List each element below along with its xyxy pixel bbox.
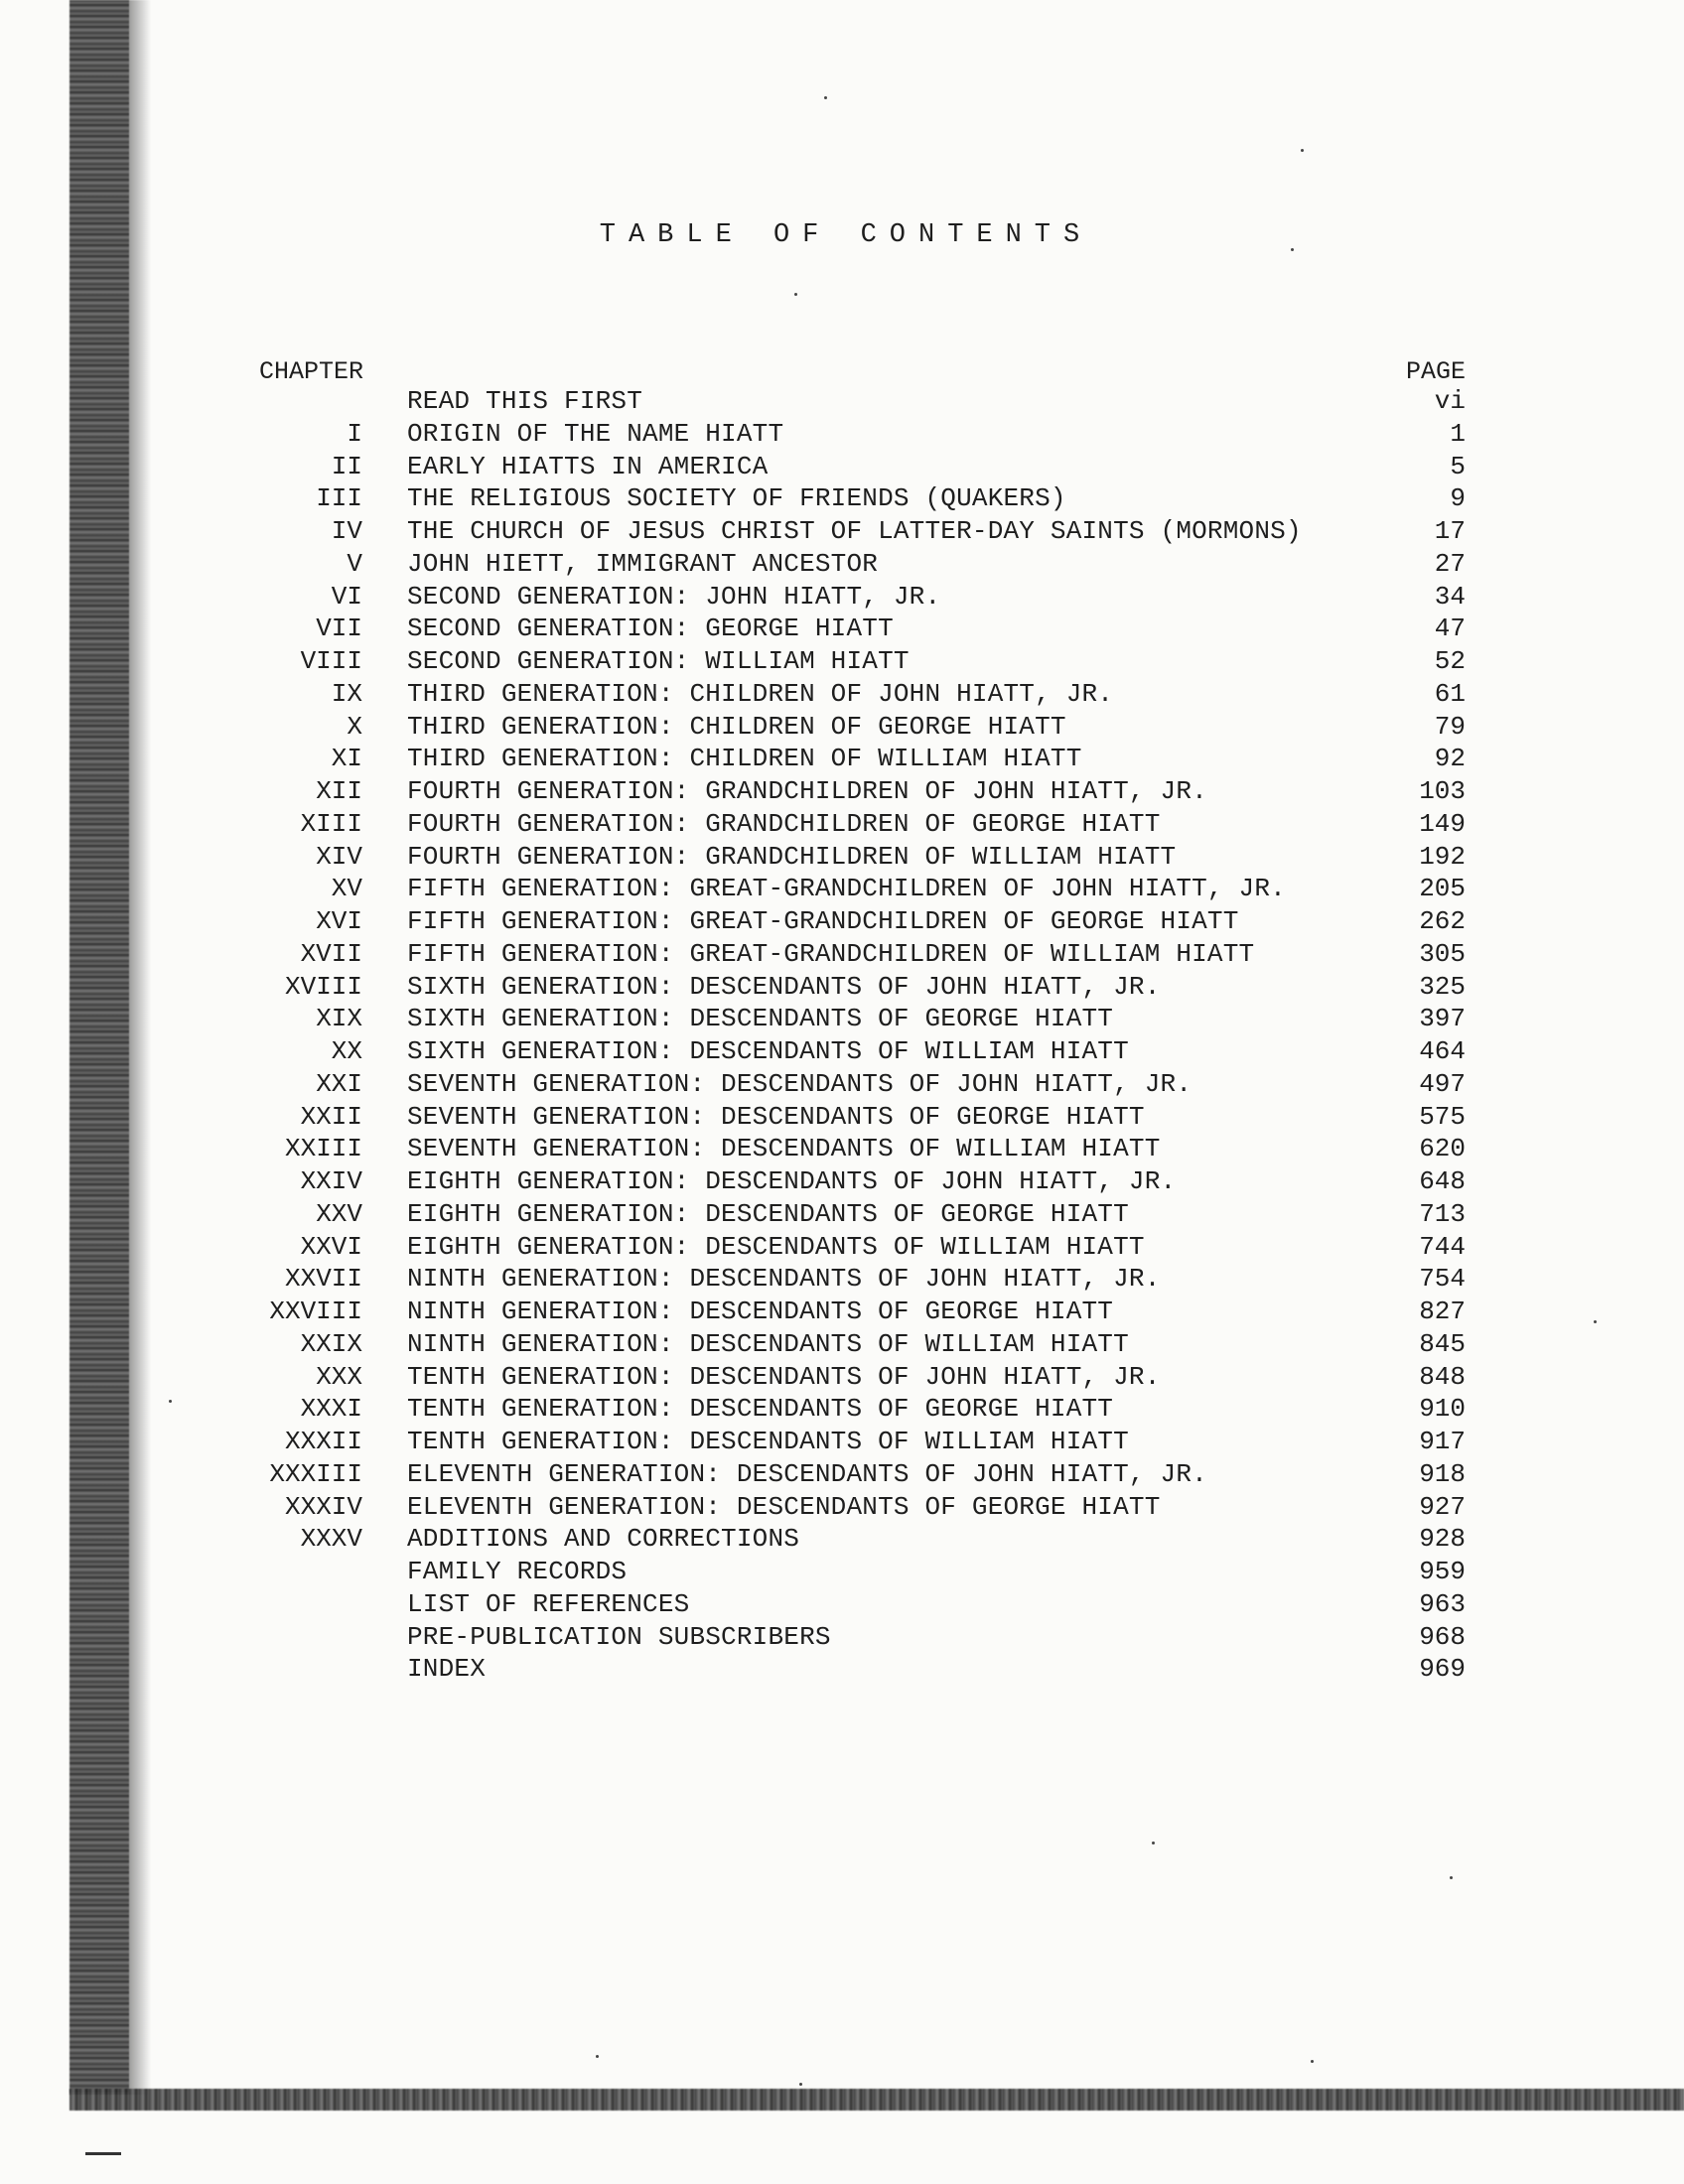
chapter-title: SEVENTH GENERATION: DESCENDANTS OF WILLIAM HIATT: [407, 1134, 1161, 1164]
toc-entry: [0, 1165, 1684, 1198]
chapter-number: X: [347, 711, 362, 742]
chapter-title: FIFTH GENERATION: GREAT-GRANDCHILDREN OF WILLIAM HIATT: [407, 938, 1255, 969]
chapter-title: FOURTH GENERATION: GRANDCHILDREN OF JOHN HIATT, JR.: [407, 776, 1207, 806]
page-number: 968: [1419, 1621, 1466, 1652]
scan-speck: [794, 293, 797, 296]
page-number: 92: [1434, 744, 1466, 774]
toc-entry: [0, 385, 1684, 418]
chapter-title: TENTH GENERATION: DESCENDANTS OF WILLIAM HIATT: [407, 1427, 1129, 1456]
chapter-title: SIXTH GENERATION: DESCENDANTS OF WILLIAM HIATT: [407, 1036, 1129, 1066]
toc-entry: [0, 1426, 1684, 1458]
chapter-title: NINTH GENERATION: DESCENDANTS OF GEORGE HIATT: [407, 1297, 1114, 1326]
toc-entry: [0, 743, 1684, 775]
toc-entry: [0, 1621, 1684, 1654]
chapter-number: XXI: [316, 1068, 362, 1099]
chapter-title: FIFTH GENERATION: GREAT-GRANDCHILDREN OF GEORGE HIATT: [407, 906, 1239, 936]
toc-entry: [0, 1263, 1684, 1296]
page-number: 754: [1419, 1264, 1466, 1295]
page-number: 61: [1434, 678, 1466, 709]
scan-speck: [824, 96, 827, 99]
toc-entry: [0, 581, 1684, 614]
chapter-number: XIV: [316, 841, 362, 872]
toc-entry: [0, 1653, 1684, 1686]
page-number: 918: [1419, 1458, 1466, 1489]
chapter-title: ORIGIN OF THE NAME HIATT: [407, 418, 784, 449]
chapter-number: XXVI: [300, 1231, 362, 1262]
toc-entry: [0, 1296, 1684, 1328]
page-number: 79: [1434, 711, 1466, 742]
page-number: 927: [1419, 1491, 1466, 1522]
toc-entry: [0, 613, 1684, 645]
chapter-number: III: [316, 483, 362, 514]
chapter-number: XVIII: [284, 971, 362, 1002]
chapter-number: XVII: [300, 938, 362, 969]
page-number: 52: [1434, 646, 1466, 676]
chapter-title: INDEX: [407, 1654, 487, 1685]
page-number: 744: [1419, 1231, 1466, 1262]
page-number: 648: [1419, 1166, 1466, 1196]
page-number: 969: [1419, 1654, 1466, 1685]
toc-entry: [0, 1361, 1684, 1394]
chapter-number: V: [347, 548, 362, 579]
toc-entry: [0, 1556, 1684, 1588]
toc-entry: [0, 1523, 1684, 1556]
scan-speck: [1152, 1842, 1155, 1844]
chapter-number: IX: [331, 678, 362, 709]
page-number: 1: [1450, 418, 1466, 449]
chapter-title: SEVENTH GENERATION: DESCENDANTS OF JOHN HIATT, JR.: [407, 1068, 1193, 1099]
scan-speck: [596, 2055, 599, 2058]
toc-entry: [0, 873, 1684, 905]
chapter-number: XVI: [316, 906, 362, 936]
chapter-title: ADDITIONS AND CORRECTIONS: [407, 1524, 800, 1555]
page-number: 827: [1419, 1297, 1466, 1326]
chapter-number: II: [331, 451, 362, 481]
chapter-number: XXVII: [284, 1264, 362, 1295]
scan-bottom-edge-shadow: [70, 2089, 1684, 2111]
chapter-title: SECOND GENERATION: GEORGE HIATT: [407, 614, 894, 644]
toc-entry: [0, 711, 1684, 744]
chapter-title: EIGHTH GENERATION: DESCENDANTS OF WILLIAM HIATT: [407, 1231, 1145, 1262]
chapter-title: JOHN HIETT, IMMIGRANT ANCESTOR: [407, 548, 879, 579]
chapter-title: THE CHURCH OF JESUS CHRIST OF LATTER-DAY SAINTS (MORMONS): [407, 516, 1302, 546]
page-number: 620: [1419, 1134, 1466, 1164]
chapter-title: SEVENTH GENERATION: DESCENDANTS OF GEORGE HIATT: [407, 1101, 1145, 1132]
toc-entry: [0, 678, 1684, 711]
toc-entry: [0, 1588, 1684, 1621]
chapter-number: XV: [331, 874, 362, 904]
toc-entry: [0, 1133, 1684, 1165]
chapter-number: XXXV: [300, 1524, 362, 1555]
toc-entry: [0, 1003, 1684, 1035]
chapter-title: SECOND GENERATION: WILLIAM HIATT: [407, 646, 910, 676]
chapter-number: XXV: [316, 1198, 362, 1229]
chapter-title: NINTH GENERATION: DESCENDANTS OF JOHN HIATT, JR.: [407, 1264, 1161, 1295]
chapter-title: SECOND GENERATION: JOHN HIATT, JR.: [407, 581, 941, 612]
page-number: 205: [1419, 874, 1466, 904]
chapter-title: FAMILY RECORDS: [407, 1557, 628, 1586]
page-number: 713: [1419, 1198, 1466, 1229]
page-number: 17: [1434, 516, 1466, 546]
table-of-contents-list: [0, 385, 1684, 1686]
page-number: 917: [1419, 1427, 1466, 1456]
chapter-number: VI: [331, 581, 362, 612]
chapter-title: ELEVENTH GENERATION: DESCENDANTS OF GEORGE HIATT: [407, 1491, 1161, 1522]
page-number: 27: [1434, 548, 1466, 579]
page-number: 9: [1450, 483, 1466, 514]
chapter-number: IV: [331, 516, 362, 546]
toc-entry: [0, 1035, 1684, 1068]
chapter-title: NINTH GENERATION: DESCENDANTS OF WILLIAM HIATT: [407, 1328, 1129, 1359]
chapter-number: XXIX: [300, 1328, 362, 1359]
toc-entry: [0, 938, 1684, 971]
page-number: 910: [1419, 1394, 1466, 1425]
chapter-title: READ THIS FIRST: [407, 386, 643, 416]
chapter-number: I: [347, 418, 362, 449]
chapter-title: EIGHTH GENERATION: DESCENDANTS OF GEORGE HIATT: [407, 1198, 1129, 1229]
chapter-title: SIXTH GENERATION: DESCENDANTS OF GEORGE HIATT: [407, 1004, 1114, 1034]
chapter-title: FOURTH GENERATION: GRANDCHILDREN OF WILLIAM HIATT: [407, 841, 1177, 872]
chapter-title: THIRD GENERATION: CHILDREN OF WILLIAM HIATT: [407, 744, 1082, 774]
toc-entry: [0, 645, 1684, 678]
chapter-number: XI: [331, 744, 362, 774]
page-column-header: PAGE: [1405, 357, 1466, 386]
toc-entry: [0, 1458, 1684, 1491]
chapter-title: FOURTH GENERATION: GRANDCHILDREN OF GEORGE HIATT: [407, 808, 1161, 839]
page-number: 5: [1450, 451, 1466, 481]
page-number: 848: [1419, 1361, 1466, 1392]
chapter-number: XXIV: [300, 1166, 362, 1196]
chapter-number: XX: [331, 1036, 362, 1066]
page-title: TABLE OF CONTENTS: [599, 220, 1093, 250]
chapter-number: XXIII: [284, 1134, 362, 1164]
page-number: 262: [1419, 906, 1466, 936]
toc-entry: [0, 841, 1684, 874]
page-number: 464: [1419, 1036, 1466, 1066]
page-number: 963: [1419, 1588, 1466, 1619]
chapter-title: SIXTH GENERATION: DESCENDANTS OF JOHN HIATT, JR.: [407, 971, 1161, 1002]
page-number: 845: [1419, 1328, 1466, 1359]
page-number: 305: [1419, 938, 1466, 969]
toc-entry: [0, 1393, 1684, 1426]
toc-entry: [0, 451, 1684, 483]
page-number: 497: [1419, 1068, 1466, 1099]
toc-entry: [0, 548, 1684, 581]
toc-entry: [0, 1068, 1684, 1101]
chapter-number: XXXIV: [284, 1491, 362, 1522]
page-number: 575: [1419, 1101, 1466, 1132]
toc-entry: [0, 1198, 1684, 1231]
chapter-title: LIST OF REFERENCES: [407, 1588, 690, 1619]
toc-entry: [0, 1328, 1684, 1361]
page-number: 34: [1434, 581, 1466, 612]
toc-entry: [0, 905, 1684, 938]
toc-entry: [0, 775, 1684, 808]
chapter-title: TENTH GENERATION: DESCENDANTS OF GEORGE HIATT: [407, 1394, 1114, 1425]
page-number: 149: [1419, 808, 1466, 839]
chapter-number: XIX: [316, 1004, 362, 1034]
toc-entry: [0, 482, 1684, 515]
chapter-number: XII: [316, 776, 362, 806]
toc-entry: [0, 1231, 1684, 1264]
chapter-number: VII: [316, 614, 362, 644]
chapter-title: THE RELIGIOUS SOCIETY OF FRIENDS (QUAKERS): [407, 483, 1066, 514]
chapter-number: XXXIII: [269, 1458, 362, 1489]
page-number: 928: [1419, 1524, 1466, 1555]
chapter-number: XXVIII: [269, 1297, 362, 1326]
toc-entry: [0, 1491, 1684, 1524]
toc-entry: [0, 1101, 1684, 1134]
page-number: 47: [1434, 614, 1466, 644]
chapter-title: ELEVENTH GENERATION: DESCENDANTS OF JOHN HIATT, JR.: [407, 1458, 1207, 1489]
page-number: 103: [1419, 776, 1466, 806]
chapter-column-header: CHAPTER: [259, 357, 364, 386]
chapter-number: XIII: [300, 808, 362, 839]
page-number: 959: [1419, 1557, 1466, 1586]
chapter-number: XXII: [300, 1101, 362, 1132]
page-number: 192: [1419, 841, 1466, 872]
chapter-title: THIRD GENERATION: CHILDREN OF JOHN HIATT, JR.: [407, 678, 1114, 709]
scan-speck: [1301, 149, 1304, 152]
page-number: 325: [1419, 971, 1466, 1002]
page-number: 397: [1419, 1004, 1466, 1034]
scan-speck: [1450, 1876, 1453, 1879]
chapter-title: TENTH GENERATION: DESCENDANTS OF JOHN HIATT, JR.: [407, 1361, 1161, 1392]
chapter-number: XXXI: [300, 1394, 362, 1425]
chapter-title: EARLY HIATTS IN AMERICA: [407, 451, 769, 481]
chapter-title: FIFTH GENERATION: GREAT-GRANDCHILDREN OF JOHN HIATT, JR.: [407, 874, 1286, 904]
chapter-number: VIII: [300, 646, 362, 676]
chapter-title: PRE-PUBLICATION SUBSCRIBERS: [407, 1621, 831, 1652]
scan-artifact-mark: [85, 2152, 121, 2155]
scan-speck: [799, 2083, 802, 2086]
toc-entry: [0, 418, 1684, 451]
chapter-title: THIRD GENERATION: CHILDREN OF GEORGE HIATT: [407, 711, 1066, 742]
scan-speck: [1311, 2060, 1314, 2063]
toc-entry: [0, 515, 1684, 548]
chapter-number: XXXII: [284, 1427, 362, 1456]
chapter-number: XXX: [316, 1361, 362, 1392]
toc-entry: [0, 808, 1684, 841]
page-number: vi: [1434, 386, 1466, 416]
chapter-title: EIGHTH GENERATION: DESCENDANTS OF JOHN HIATT, JR.: [407, 1166, 1177, 1196]
toc-entry: [0, 971, 1684, 1004]
